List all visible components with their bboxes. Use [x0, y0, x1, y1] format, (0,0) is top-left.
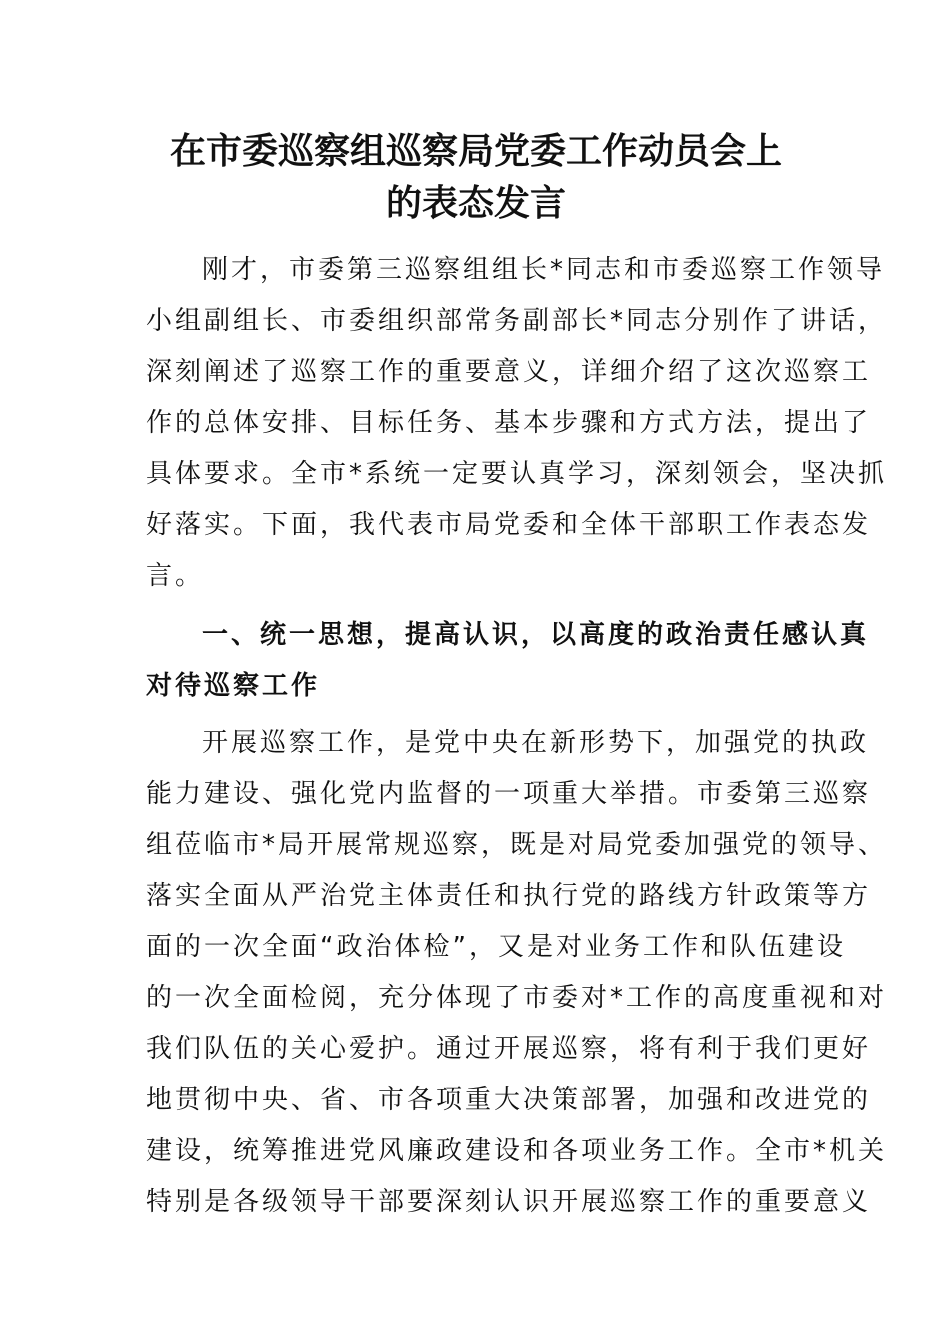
heading-line: 一、统一思想，提高认识，以高度的政治责任感认真	[202, 620, 870, 650]
paragraph-line: 小组副组长、市委组织部常务副部长*同志分别作了讲话，	[146, 306, 888, 336]
document-title	[146, 125, 806, 229]
paragraph-line: 组莅临市*局开展常规巡察，既是对局党委加强党的领导、	[146, 830, 888, 860]
paragraph-line: 刚才，市委第三巡察组组长*同志和市委巡察工作领导	[202, 255, 886, 285]
paragraph-opening	[146, 245, 888, 602]
paragraph-line: 落实全面从严治党主体责任和执行党的路线方针政策等方	[146, 881, 872, 911]
paragraph-line: 我们队伍的关心爱护。通过开展巡察，将有利于我们更好	[146, 1034, 872, 1064]
paragraph-line: 开展巡察工作，是党中央在新形势下，加强党的执政	[202, 728, 870, 758]
paragraph-line: 能力建设、强化党内监督的一项重大举措。市委第三巡察	[146, 779, 872, 809]
paragraph-line: 深刻阐述了巡察工作的重要意义，详细介绍了这次巡察工	[146, 357, 872, 387]
paragraph-line: 特别是各级领导干部要深刻认识开展巡察工作的重要意义	[146, 1187, 872, 1217]
paragraph-section-1	[146, 718, 888, 1228]
paragraph-line: 具体要求。全市*系统一定要认真学习，深刻领会，坚决抓	[146, 459, 888, 489]
title-line: 在市委巡察组巡察局党委工作动员会上	[169, 130, 782, 172]
title-line: 的表态发言	[385, 182, 566, 224]
heading-line: 对待巡察工作	[146, 671, 321, 701]
paragraph-line: 作的总体安排、目标任务、基本步骤和方式方法，提出了	[146, 408, 872, 438]
section-heading-1	[146, 610, 870, 712]
paragraph-line: 的一次全面检阅，充分体现了市委对*工作的高度重视和对	[146, 983, 888, 1013]
paragraph-line: 地贯彻中央、省、市各项重大决策部署，加强和改进党的	[146, 1085, 872, 1115]
paragraph-line: 好落实。下面，我代表市局党委和全体干部职工作表态发	[146, 510, 872, 540]
paragraph-line: 言。	[146, 561, 205, 591]
paragraph-line: 建设，统筹推进党风廉政建设和各项业务工作。全市*机关	[146, 1136, 888, 1166]
paragraph-line: 面的一次全面“政治体检”，又是对业务工作和队伍建设	[146, 932, 846, 962]
